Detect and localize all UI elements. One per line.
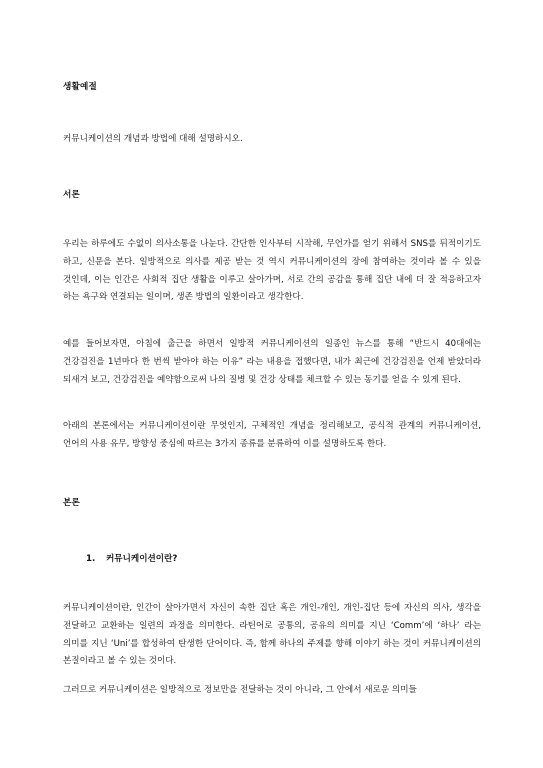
intro-paragraph-1: 우리는 하루에도 수없이 의사소통을 나눈다. 간단한 인사부터 시작해, 무언가를 얻기 위해서 SNS를 뒤적이기도 하고, 신문을 본다. 일방적으로 의사를 제공 받는 것 역시 커뮤니케이션의 장에 참여하는 것이라 볼 수 있을 것인데, 이는 인간은 사회적 집단 생활을 이루고 살아가며, 서로 간의 공감을 통해 집단 내에 더 잘 적응하고자 하는 욕구와 연결되는 일이며, 생존 방법의 일환이라고 생각한다. — [63, 239, 481, 303]
intro-paragraph-2: 예를 들어보자면, 아침에 출근을 하면서 일방적 커뮤니케이션의 일종인 뉴스를 통해 “반드시 40대에는 건강검진을 1년마다 한 번씩 받아야 하는 이유” 라는 내용을 접했다면, 내가 최근에 건강검진을 언제 받았더라 되새겨 보고, 건강검진을 예약함으로써 나의 질병 및 건강 상태를 체크할 수 있는 동기를 얻을 수 있게 된다. — [63, 339, 481, 385]
section-1-paragraph-1: 커뮤니케이션이란, 인간이 살아가면서 자신이 속한 집단 혹은 개인-개인, 개인-집단 등에 자신의 의사, 생각을 전달하고 교환하는 일련의 과정을 의미한다. 라틴어로 공통의, 공유의 의미를 지닌 ‘Comm’에 ‘하나’ 라는 의미를 지닌 ‘Uni’를 합성하여 탄생한 단어이다. 즉, 함께 하나의 주제를 향해 이야기 하는 것이 커뮤니케이션의 본질이라고 볼 수 있는 것이다. — [63, 603, 481, 667]
section-1-title: 커뮤니케이션이란? — [106, 554, 178, 564]
body-heading: 본론 — [63, 498, 81, 508]
intro-paragraph-3: 아래의 본론에서는 커뮤니케이션이란 무엇인지, 구체적인 개념을 정리해보고, 공식적 관계의 커뮤니케이션, 언어의 사용 유무, 방향성 중심에 따르는 3가지 종류를 분류하여 이를 설명하도록 한다. — [63, 421, 481, 449]
section-1-number: 1. — [86, 554, 96, 564]
assignment-question: 커뮤니케이션의 개념과 방법에 대해 설명하시오. — [63, 134, 243, 144]
intro-heading: 서론 — [63, 190, 81, 200]
section-1-paragraph-2: 그러므로 커뮤니케이션은 일방적으로 정보만을 전달하는 것이 아니라, 그 안에서 새로운 의미들 — [63, 685, 417, 695]
subject-title: 생활예절 — [63, 82, 98, 92]
section-1-heading — [86, 552, 177, 564]
